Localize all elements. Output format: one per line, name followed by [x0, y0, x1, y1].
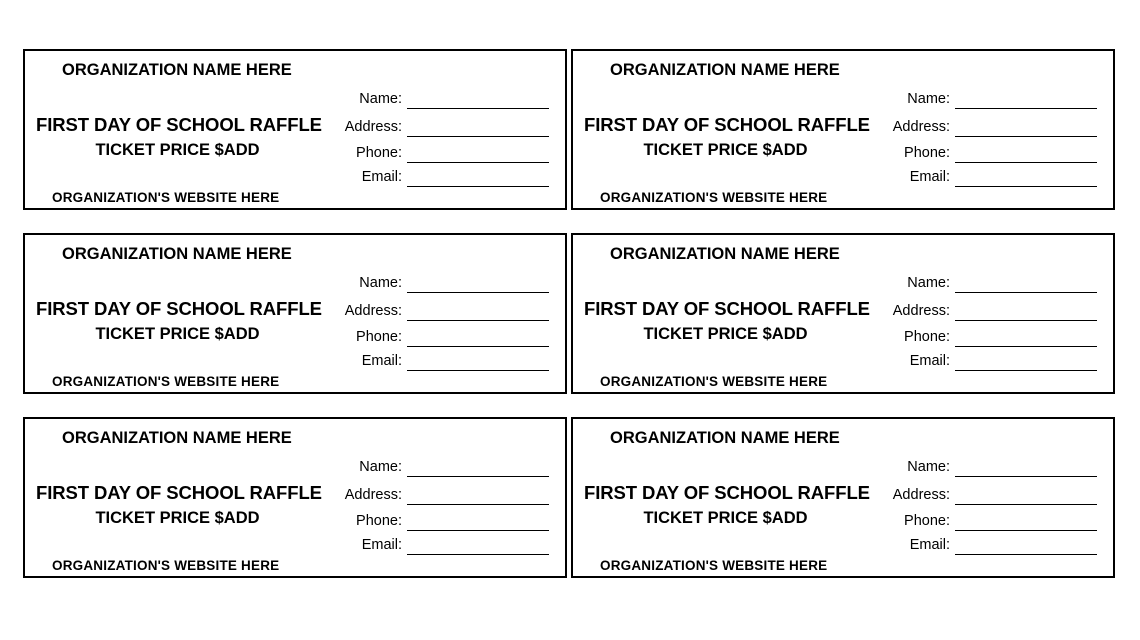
- organization-website: ORGANIZATION'S WEBSITE HERE: [52, 374, 280, 389]
- email-field: [873, 535, 1098, 555]
- email-blank-line: [407, 554, 549, 555]
- address-blank-line: [407, 320, 549, 321]
- phone-blank-line: [955, 530, 1097, 531]
- organization-name: ORGANIZATION NAME HERE: [62, 61, 292, 79]
- email-field: [873, 167, 1098, 187]
- name-field: [325, 457, 550, 477]
- phone-field: [873, 511, 1098, 531]
- raffle-title: FIRST DAY OF SCHOOL RAFFLE: [584, 482, 870, 503]
- address-blank-line: [407, 504, 549, 505]
- phone-field: [325, 143, 550, 163]
- organization-name: ORGANIZATION NAME HERE: [610, 61, 840, 79]
- email-blank-line: [955, 370, 1097, 371]
- name-blank-line: [955, 108, 1097, 109]
- email-blank-line: [955, 554, 1097, 555]
- email-label: Email:: [909, 537, 950, 553]
- address-label: Address:: [344, 487, 402, 503]
- email-blank-line: [407, 186, 549, 187]
- name-field: [325, 273, 550, 293]
- address-label: Address:: [344, 303, 402, 319]
- ticket-price: TICKET PRICE $ADD: [95, 509, 260, 527]
- raffle-ticket: [23, 49, 567, 210]
- name-blank-line: [407, 108, 549, 109]
- phone-blank-line: [407, 346, 549, 347]
- address-field: [873, 301, 1098, 321]
- address-label: Address:: [892, 119, 950, 135]
- organization-website: ORGANIZATION'S WEBSITE HERE: [600, 374, 828, 389]
- phone-label: Phone:: [356, 329, 402, 345]
- raffle-ticket-sheet: [23, 49, 1115, 578]
- name-field: [325, 89, 550, 109]
- ticket-price: TICKET PRICE $ADD: [95, 325, 260, 343]
- phone-blank-line: [407, 530, 549, 531]
- phone-label: Phone:: [356, 513, 402, 529]
- address-blank-line: [955, 320, 1097, 321]
- phone-label: Phone:: [356, 145, 402, 161]
- name-label: Name:: [359, 459, 402, 475]
- email-field: [325, 351, 550, 371]
- phone-label: Phone:: [904, 513, 950, 529]
- name-field: [873, 273, 1098, 293]
- address-blank-line: [955, 504, 1097, 505]
- phone-field: [325, 327, 550, 347]
- raffle-title: FIRST DAY OF SCHOOL RAFFLE: [36, 298, 322, 319]
- phone-label: Phone:: [904, 329, 950, 345]
- raffle-title: FIRST DAY OF SCHOOL RAFFLE: [584, 298, 870, 319]
- name-blank-line: [407, 292, 549, 293]
- phone-label: Phone:: [904, 145, 950, 161]
- raffle-ticket: [571, 417, 1115, 578]
- organization-name: ORGANIZATION NAME HERE: [62, 245, 292, 263]
- ticket-price: TICKET PRICE $ADD: [643, 325, 808, 343]
- ticket-price: TICKET PRICE $ADD: [643, 141, 808, 159]
- organization-website: ORGANIZATION'S WEBSITE HERE: [600, 190, 828, 205]
- raffle-ticket: [571, 233, 1115, 394]
- ticket-price: TICKET PRICE $ADD: [95, 141, 260, 159]
- organization-name: ORGANIZATION NAME HERE: [62, 429, 292, 447]
- name-blank-line: [955, 292, 1097, 293]
- raffle-title: FIRST DAY OF SCHOOL RAFFLE: [36, 482, 322, 503]
- ticket-price: TICKET PRICE $ADD: [643, 509, 808, 527]
- address-label: Address:: [344, 119, 402, 135]
- address-field: [325, 117, 550, 137]
- email-label: Email:: [361, 353, 402, 369]
- phone-blank-line: [407, 162, 549, 163]
- organization-website: ORGANIZATION'S WEBSITE HERE: [52, 558, 280, 573]
- phone-field: [325, 511, 550, 531]
- name-blank-line: [407, 476, 549, 477]
- email-blank-line: [955, 186, 1097, 187]
- name-field: [873, 89, 1098, 109]
- email-blank-line: [407, 370, 549, 371]
- name-label: Name:: [907, 275, 950, 291]
- organization-name: ORGANIZATION NAME HERE: [610, 245, 840, 263]
- email-label: Email:: [909, 169, 950, 185]
- address-field: [325, 301, 550, 321]
- address-field: [325, 485, 550, 505]
- name-label: Name:: [907, 459, 950, 475]
- raffle-ticket: [23, 417, 567, 578]
- email-field: [325, 535, 550, 555]
- address-label: Address:: [892, 303, 950, 319]
- name-label: Name:: [907, 91, 950, 107]
- organization-name: ORGANIZATION NAME HERE: [610, 429, 840, 447]
- email-field: [325, 167, 550, 187]
- name-label: Name:: [359, 91, 402, 107]
- raffle-ticket: [23, 233, 567, 394]
- email-label: Email:: [909, 353, 950, 369]
- name-field: [873, 457, 1098, 477]
- phone-field: [873, 327, 1098, 347]
- address-field: [873, 485, 1098, 505]
- email-field: [873, 351, 1098, 371]
- organization-website: ORGANIZATION'S WEBSITE HERE: [600, 558, 828, 573]
- address-field: [873, 117, 1098, 137]
- organization-website: ORGANIZATION'S WEBSITE HERE: [52, 190, 280, 205]
- address-blank-line: [955, 136, 1097, 137]
- address-label: Address:: [892, 487, 950, 503]
- name-label: Name:: [359, 275, 402, 291]
- phone-blank-line: [955, 162, 1097, 163]
- phone-blank-line: [955, 346, 1097, 347]
- raffle-title: FIRST DAY OF SCHOOL RAFFLE: [584, 114, 870, 135]
- name-blank-line: [955, 476, 1097, 477]
- phone-field: [873, 143, 1098, 163]
- address-blank-line: [407, 136, 549, 137]
- raffle-title: FIRST DAY OF SCHOOL RAFFLE: [36, 114, 322, 135]
- email-label: Email:: [361, 169, 402, 185]
- raffle-ticket: [571, 49, 1115, 210]
- email-label: Email:: [361, 537, 402, 553]
